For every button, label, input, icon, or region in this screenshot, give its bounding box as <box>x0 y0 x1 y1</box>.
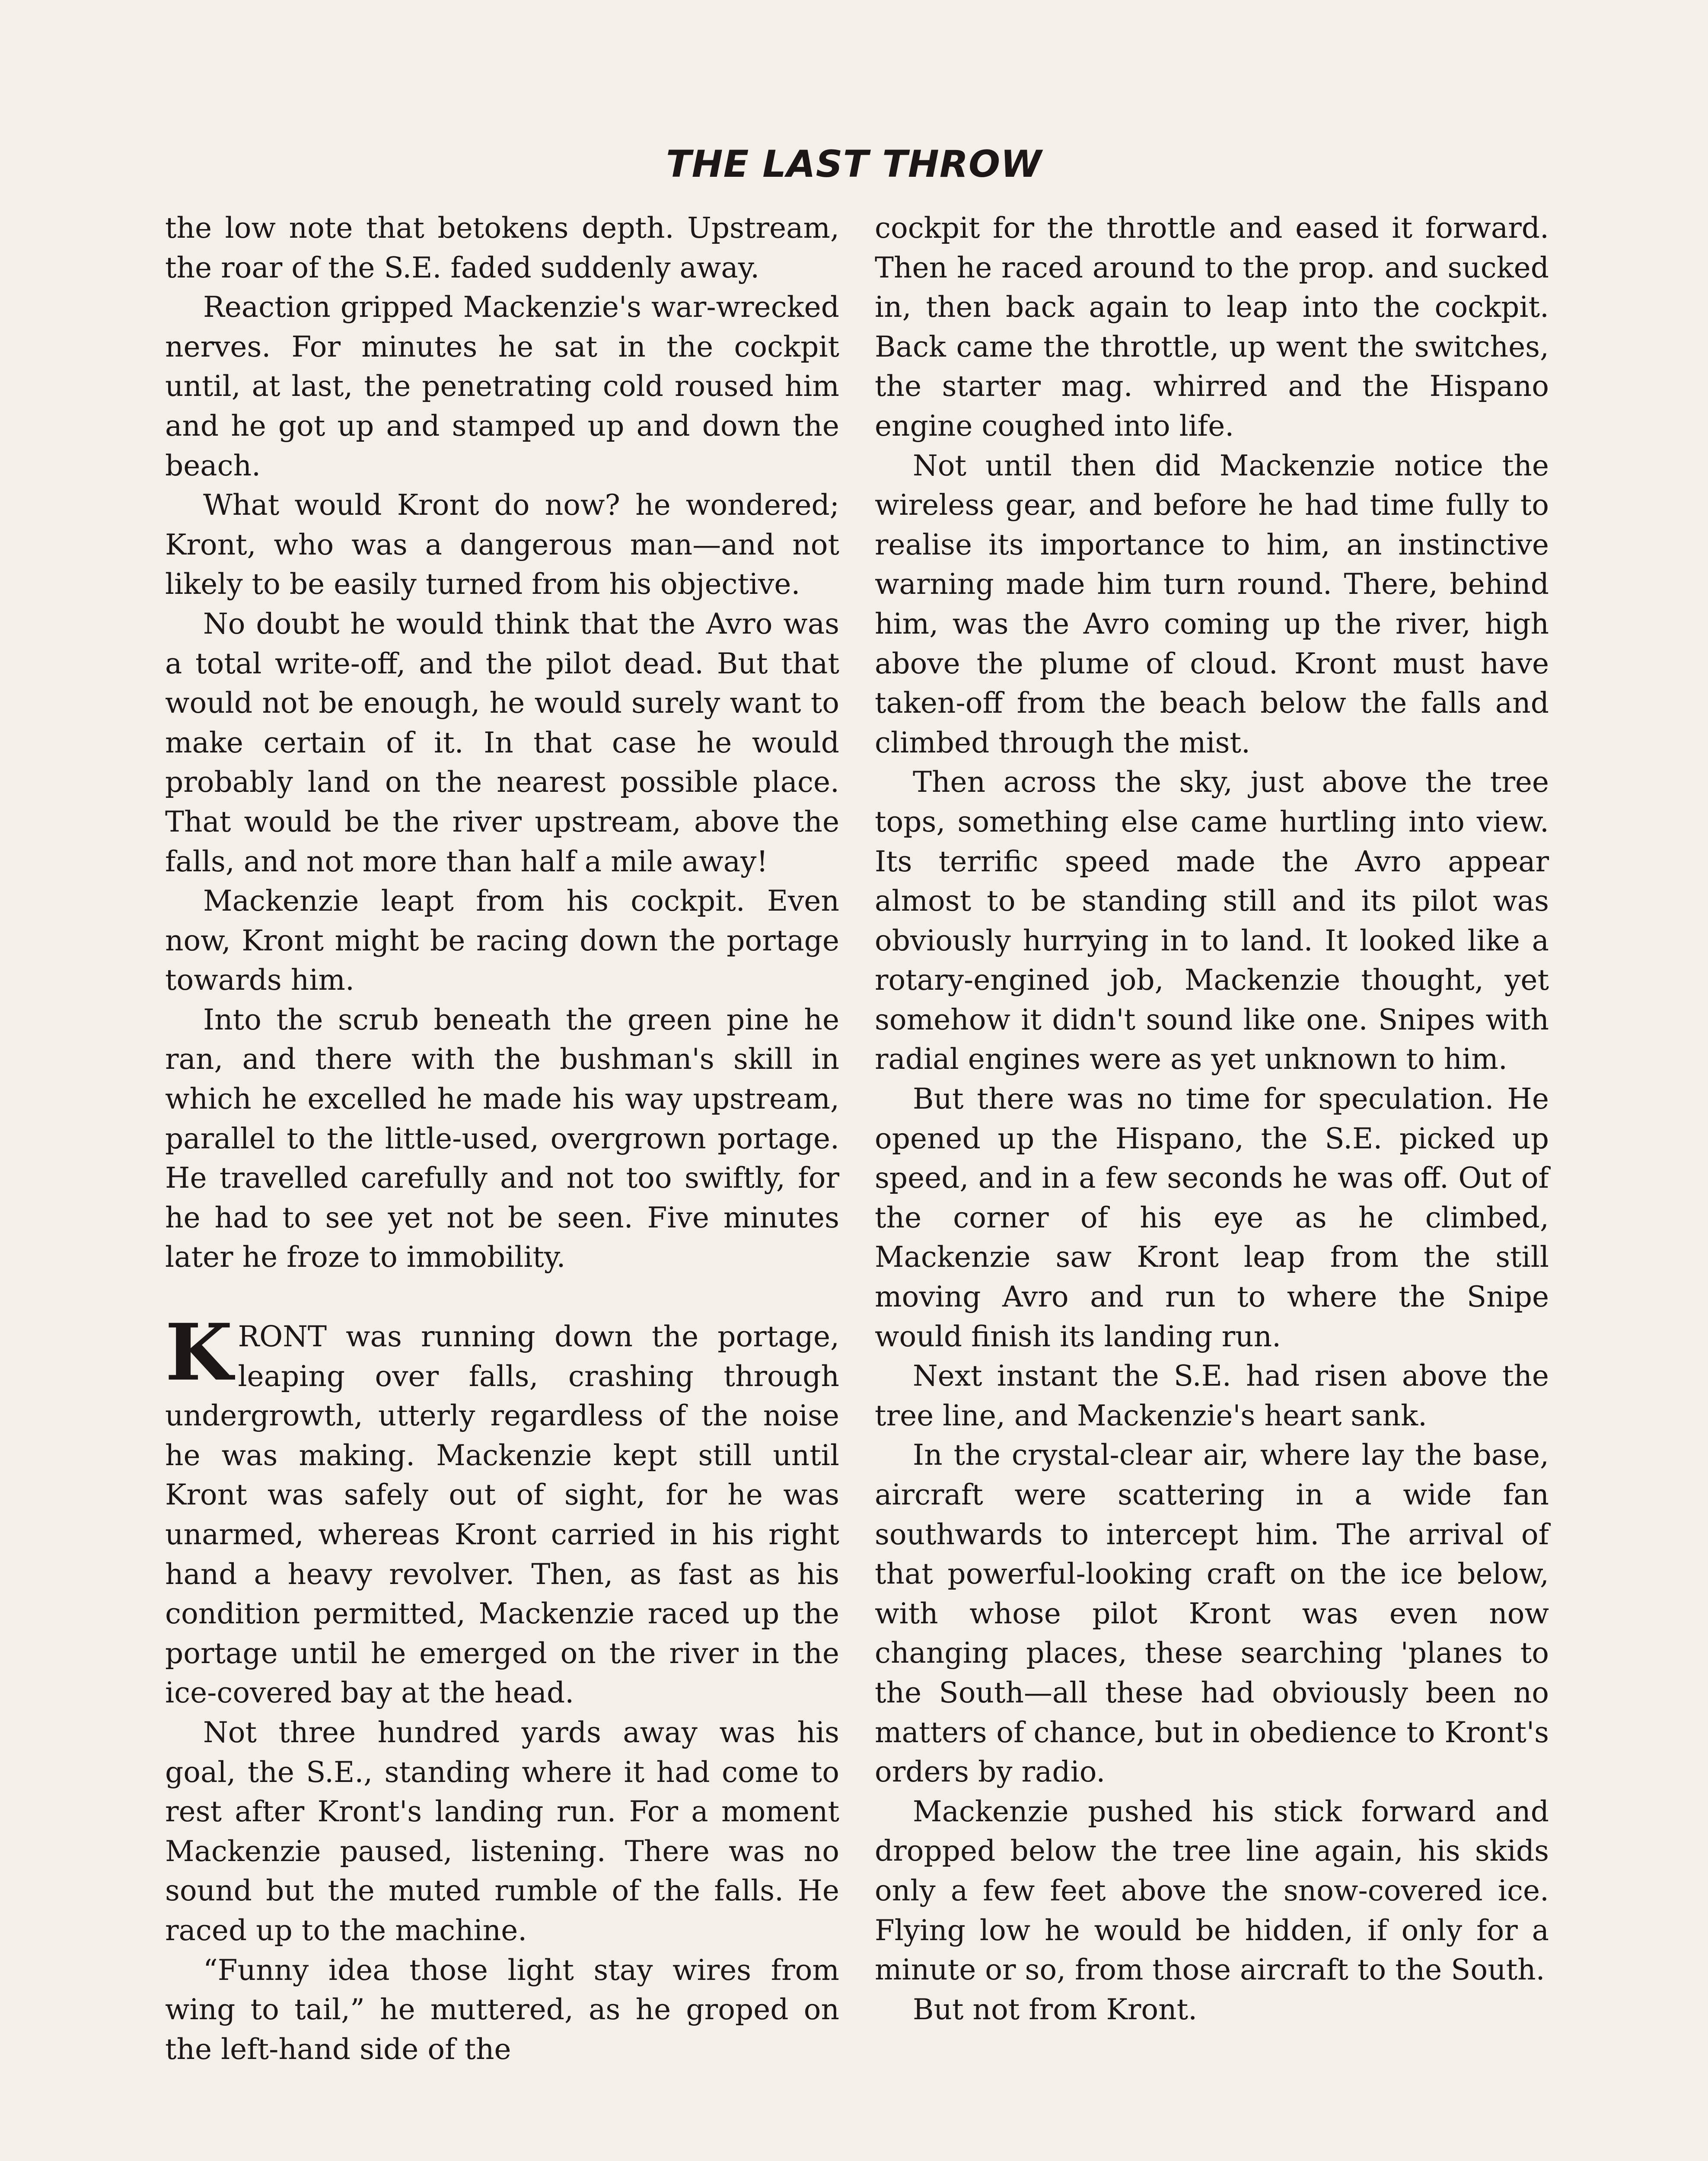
left-column <box>165 208 839 2069</box>
paragraph: Not three hundred yards away was his goal, the S.E., standing where it had come to rest after Kront's landing run. For a moment Mackenzie paused, listening. There was no sound but the muted rumble of the falls. He raced up to the machine. <box>165 1715 839 1947</box>
page-title: THE LAST THROW <box>666 143 1042 186</box>
right-column <box>875 208 1549 2029</box>
paragraph: Into the scrub beneath the green pine he ran, and there with the bushman's skill in which he excelled he made his way upstream, parallel to the little-used, overgrown portage. He travelled carefully and not too swiftly, for he had to see yet not be seen. Five minutes later he froze to immobility. <box>165 1003 839 1274</box>
paragraph: But not from Kront. <box>913 1992 1198 2026</box>
paragraph: Mackenzie pushed his stick forward and dropped below the tree line again, his skids only a few feet above the snow-covered ice. Flying low he would be hidden, if only for a minute or so, from those aircraft to the South. <box>875 1794 1549 1987</box>
paragraph: the low note that betokens depth. Upstream, the roar of the S.E. faded suddenly away. <box>165 211 839 284</box>
section-start-paragraph <box>165 1307 839 1713</box>
drop-cap: K <box>165 1307 233 1399</box>
paragraph: In the crystal-clear air, where lay the base, aircraft were scattering in a wide fan southwards to intercept him. The arrival of that powerful-looking craft on the ice below, with whose pilot Kront was even now changing places, these searching 'planes to the South—all these had obviously been no matters of chance, but in obedience to Kront's orders by radio. <box>875 1438 1549 1789</box>
paragraph: What would Kront do now? he wondered; Kront, who was a dangerous man—and not likely to be easily turned from his objective. <box>165 488 839 601</box>
paragraph: But there was no time for speculation. He opened up the Hispano, the S.E. picked up speed, and in a few seconds he was off. Out of the corner of his eye as he climbed, Mackenzie saw Kront leap from the still moving Avro and run to where the Snipe would finish its landing run. <box>875 1082 1549 1353</box>
paragraph: Next instant the S.E. had risen above the tree line, and Mackenzie's heart sank. <box>875 1359 1549 1432</box>
paragraph: “Funny idea those light stay wires from wing to tail,” he muttered, as he groped on the left-hand side of the <box>165 1953 839 2066</box>
paragraph: cockpit for the throttle and eased it forward. Then he raced around to the prop. and sucked in, then back again to leap into the cockpit. Back came the throttle, up went the switches, the starter mag. whirred and the Hispano engine coughed into life. <box>875 211 1549 443</box>
paragraph: Reaction gripped Mackenzie's war-wrecked nerves. For minutes he sat in the cockpit until, at last, the penetrating cold roused him and he got up and stamped up and down the beach. <box>165 290 839 482</box>
paragraph: Mackenzie leapt from his cockpit. Even now, Kront might be racing down the portage towards him. <box>165 884 839 997</box>
paragraph: Then across the sky, just above the tree tops, something else came hurtling into view. Its terrific speed made the Avro appear almost to be standing still and its pilot was obviously hurrying in to land. It looked like a rotary-engined job, Mackenzie thought, yet somehow it didn't sound like one. Snipes with radial engines were as yet unknown to him. <box>875 765 1549 1076</box>
paragraph: No doubt he would think that the Avro was a total write-off, and the pilot dead. But that would not be enough, he would surely want to make certain of it. In that case he would probably land on the nearest possible place. That would be the river upstream, above the falls, and not more than half a mile away! <box>165 607 839 878</box>
paragraph: Not until then did Mackenzie notice the wireless gear, and before he had time fully to realise its importance to him, an instinctive warning made him turn round. There, behind him, was the Avro coming up the river, high above the plume of cloud. Kront must have taken-off from the beach below the falls and climbed through the mist. <box>875 449 1549 759</box>
paragraph-text: RONT was running down the portage, leaping over falls, crashing through undergrowth, utterly regardless of the noise he was making. Mackenzie kept still until Kront was safely out of sight, for he was unarmed, whereas Kront carried in his right hand a heavy revolver. Then, as fast as his condition permitted, Mackenzie raced up the portage until he emerged on the river in the ice-covered bay at the head. <box>165 1320 839 1710</box>
